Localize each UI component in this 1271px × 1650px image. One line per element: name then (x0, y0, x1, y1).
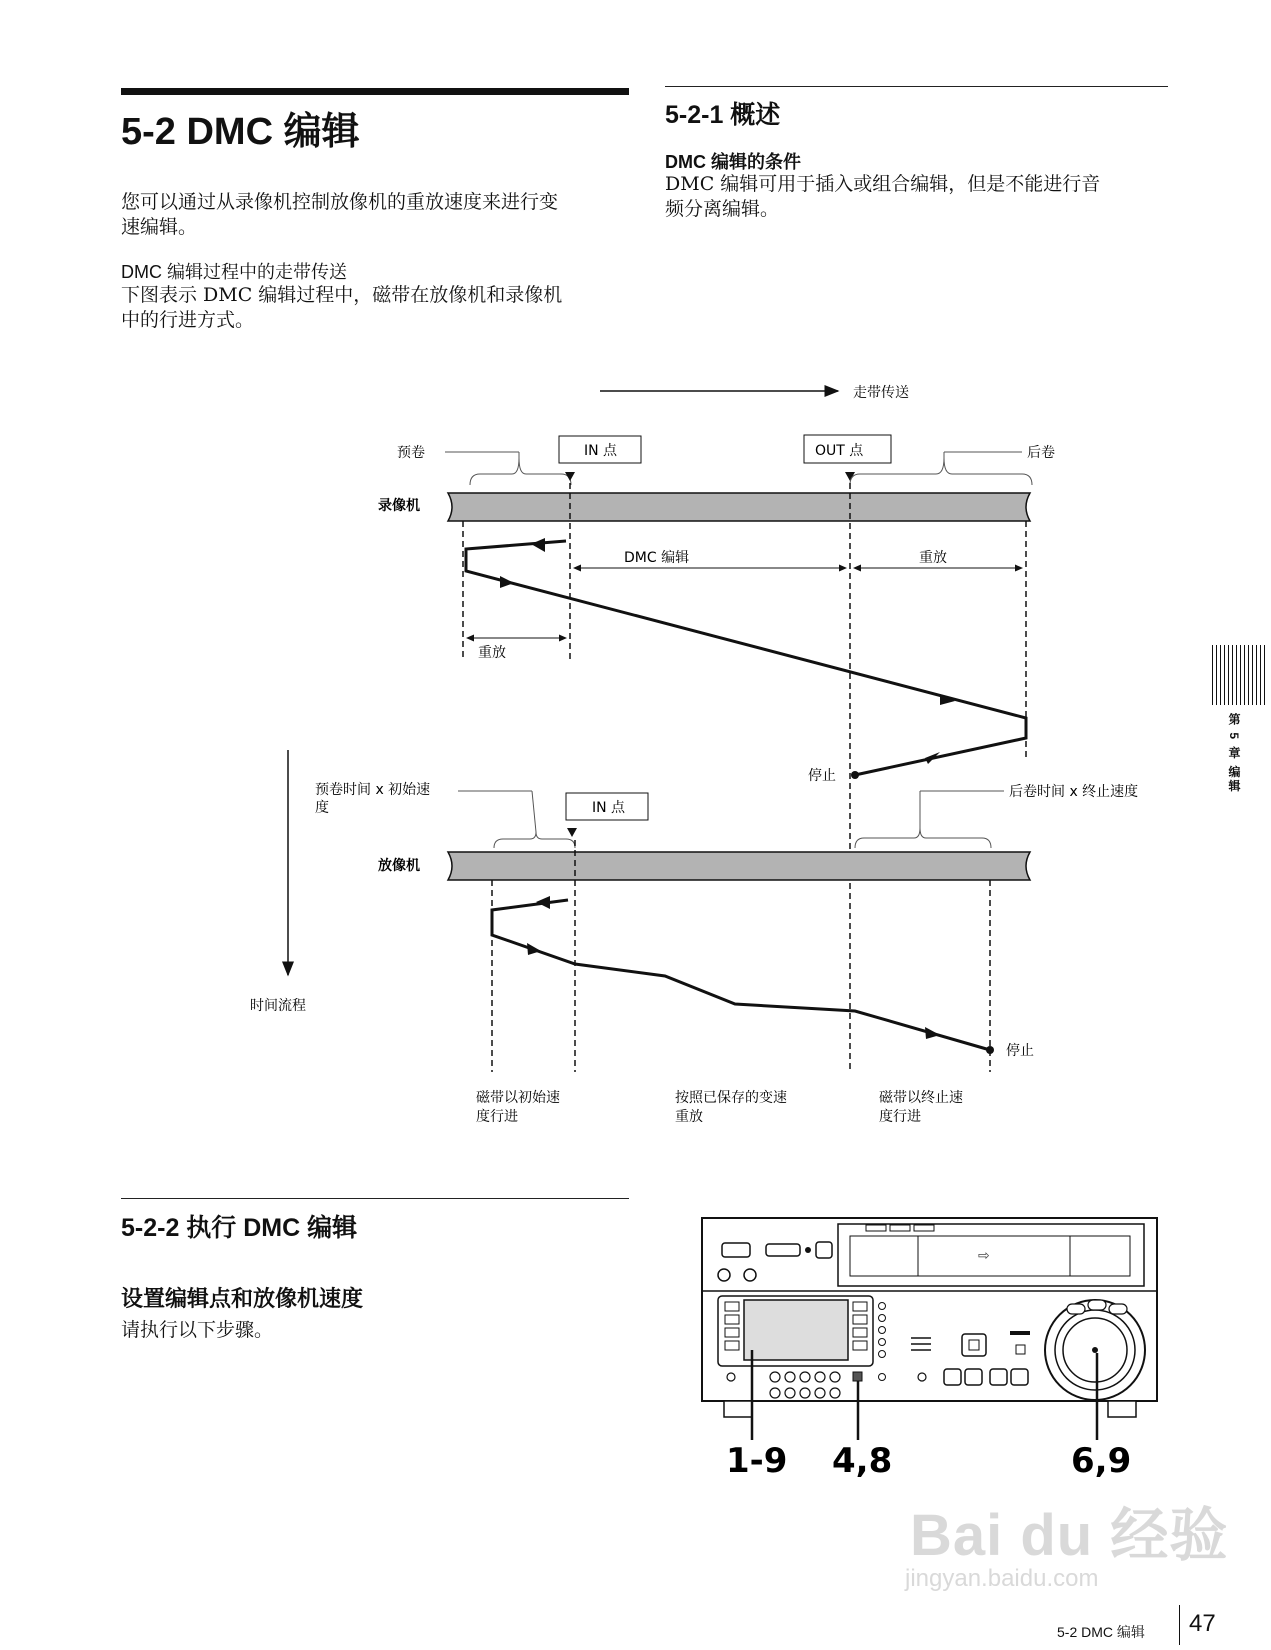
lcd-display (744, 1300, 848, 1360)
player-label: 放像机 (378, 858, 420, 874)
intro-line-1: 您可以通过从录像机控制放像机的重放速度来进行变 (121, 191, 559, 213)
page-number: 47 (1189, 1610, 1216, 1637)
out-point-label: OUT 点 (815, 443, 864, 459)
final-speed-line-1: 磁带以终止速 (879, 1090, 963, 1106)
postroll-label: 后卷 (1027, 445, 1055, 461)
stored-speed-line-1: 按照已保存的变速 (675, 1090, 787, 1106)
recorder-playback-label: 重放 (919, 550, 947, 566)
initial-speed-line-1: 磁带以初始速 (476, 1090, 560, 1106)
player-in-point-label: IN 点 (592, 800, 626, 816)
recorder-stop-label: 停止 (808, 768, 836, 784)
dmc-edit-label: DMC 编辑 (624, 550, 690, 566)
preroll-time-line-2: 度 (315, 800, 329, 816)
section-title: 5-2 DMC 编辑 (121, 111, 360, 153)
recorder-label: 录像机 (378, 498, 420, 514)
svg-text:⇨: ⇨ (978, 1248, 990, 1264)
time-flow-label: 时间流程 (250, 998, 306, 1014)
conditions-line-2: 频分离编辑。 (665, 198, 780, 220)
execute-title: 5-2-2 执行 DMC 编辑 (121, 1214, 358, 1242)
chapter-tab-stripes (1212, 645, 1266, 705)
execute-subheading: 设置编辑点和放像机速度 (121, 1286, 364, 1311)
transport-line-2: 中的行进方式。 (121, 309, 255, 331)
callout-4-8: 4,8 (832, 1441, 893, 1481)
watermark-url: jingyan.baidu.com (905, 1565, 1099, 1592)
footer-section: 5-2 DMC 编辑 (1057, 1624, 1145, 1640)
callout-6-9: 6,9 (1071, 1441, 1132, 1481)
watermark-brand: Bai du 经验 (910, 1503, 1229, 1568)
callout-1-9: 1-9 (726, 1441, 788, 1481)
dmc-button (853, 1372, 862, 1381)
execute-text: 请执行以下步骤。 (121, 1319, 274, 1341)
power-switch (722, 1243, 750, 1257)
preroll-label: 预卷 (397, 445, 425, 461)
tape-transport-label: 走带传送 (853, 385, 909, 401)
conditions-heading: DMC 编辑的条件 (665, 152, 801, 172)
vtr-foot-right (1108, 1401, 1136, 1417)
transport-line-1: 下图表示 DMC 编辑过程中，磁带在放像机和录像机 (121, 284, 563, 306)
preroll-playback-label: 重放 (478, 645, 506, 661)
preroll-time-line-1: 预卷时间 x 初始速 (315, 782, 431, 798)
transport-heading: DMC 编辑过程中的走带传送 (121, 262, 347, 282)
intro-line-2: 速编辑。 (121, 216, 198, 238)
final-speed-line-2: 度行进 (879, 1109, 921, 1125)
footer-divider (1179, 1605, 1180, 1645)
postroll-time-label: 后卷时间 x 终止速度 (1009, 784, 1139, 800)
overview-title: 5-2-1 概述 (665, 101, 781, 129)
chapter-tab-label: 第 5 章 编辑 (1227, 713, 1241, 794)
player-stop-label: 停止 (1006, 1043, 1034, 1059)
initial-speed-line-2: 度行进 (476, 1109, 518, 1125)
in-point-label: IN 点 (584, 443, 618, 459)
vtr-foot-left (724, 1401, 752, 1417)
stored-speed-line-2: 重放 (675, 1109, 703, 1125)
conditions-line-1: DMC 编辑可用于插入或组合编辑，但是不能进行音 (665, 173, 1101, 195)
